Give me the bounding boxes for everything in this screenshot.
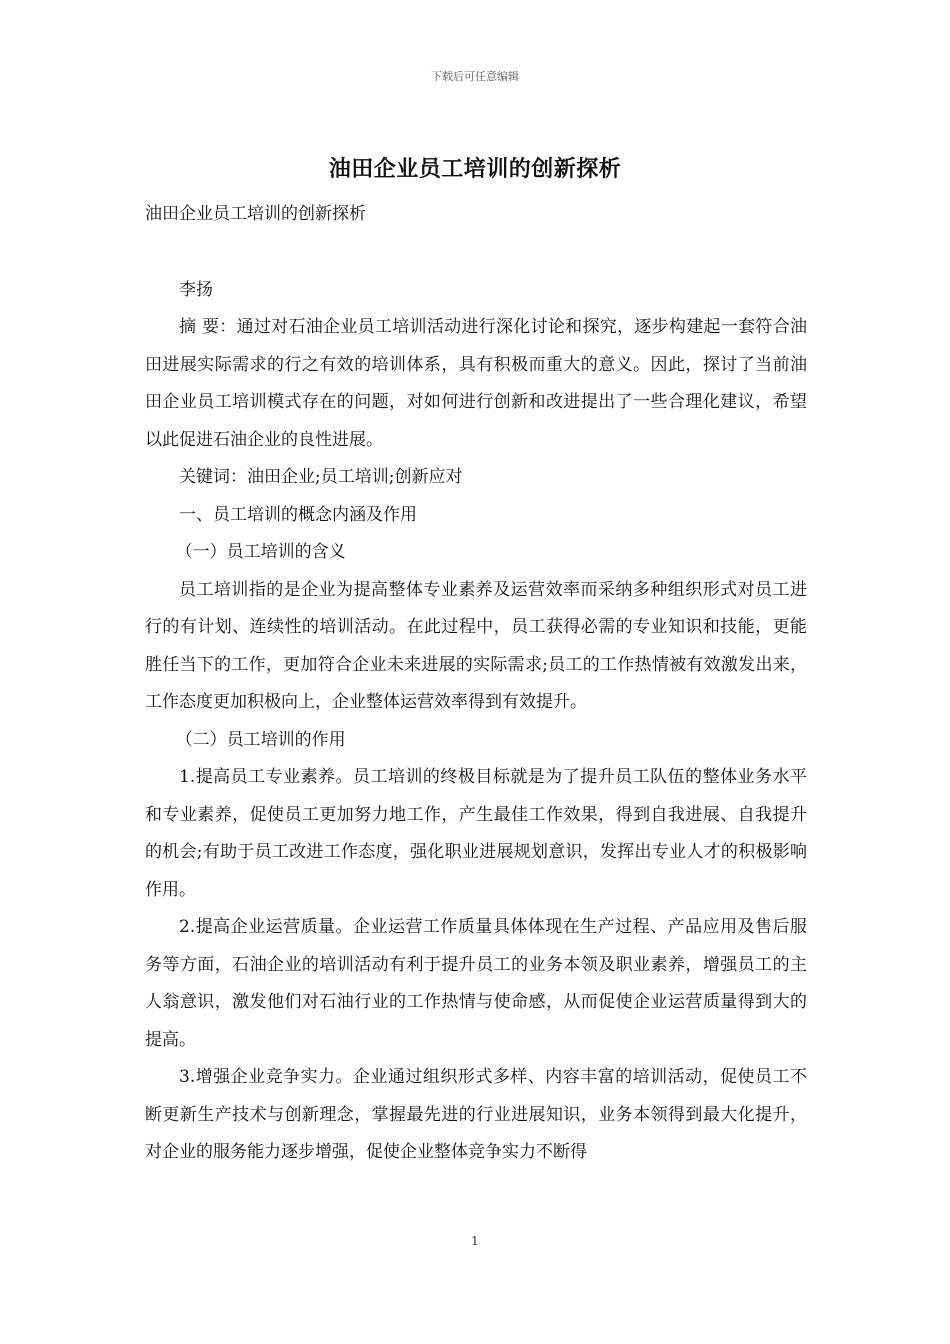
subsection-heading-2: （二）员工培训的作用 — [175, 729, 346, 750]
section-heading-1: 一、员工培训的概念内涵及作用 — [179, 504, 417, 525]
document-subtitle: 油田企业员工培训的创新探析 — [145, 204, 366, 224]
body-paragraph: 3.增强企业竞争实力。企业通过组织形式多样、内容丰富的培训活动，促使员工不断更新生产技术与创新理念，掌握最先进的行业进展知识，业务本领得到最大化提升，对企业的服务能力逐步增强，促使企业整体竞争实力不断得 — [145, 1067, 807, 1162]
document-body — [145, 196, 807, 1172]
body-paragraph: 1.提高员工专业素养。员工培训的终极目标就是为了提升员工队伍的整体业务水平和专业素养，促使员工更加努力地工作，产生最佳工作效果，得到自我进展、自我提升的机会;有助于员工改进工作态度，强化职业进展规划意识，发挥出专业人才的积极影响作用。 — [145, 767, 807, 900]
keywords-line: 关键词：油田企业;员工培训;创新应对 — [179, 467, 463, 487]
author-name: 李扬 — [179, 279, 213, 300]
abstract-paragraph: 摘 要：通过对石油企业员工培训活动进行深化讨论和探究，逐步构建起一套符合油田进展实际需求的行之有效的培训体系，具有积极而重大的意义。因此，探讨了当前油田企业员工培训模式存在的问题，对如何进行创新和改进提出了一些合理化建议，希望以此促进石油企业的良性进展。 — [145, 317, 807, 450]
body-paragraph: 2.提高企业运营质量。企业运营工作质量具体体现在生产过程、产品应用及售后服务等方面，石油企业的培训活动有利于提升员工的业务本领及职业素养，增强员工的主人翁意识，激发他们对石油行业的工作热情与使命感，从而促使企业运营质量得到大的提高。 — [145, 917, 807, 1050]
blank-line — [145, 234, 807, 272]
body-paragraph: 员工培训指的是企业为提高整体专业素养及运营效率而采纳多种组织形式对员工进行的有计划、连续性的培训活动。在此过程中，员工获得必需的专业知识和技能，更能胜任当下的工作，更加符合企业未来进展的实际需求;员工的工作热情被有效激发出来，工作态度更加积极向上，企业整体运营效率得到有效提升。 — [145, 579, 807, 712]
subsection-heading-1: （一）员工培训的含义 — [175, 542, 346, 562]
page-header-note: 下载后可任意编辑 — [431, 70, 519, 83]
page-number: 1 — [471, 1234, 479, 1248]
document-title: 油田企业员工培训的创新探析 — [328, 157, 622, 182]
